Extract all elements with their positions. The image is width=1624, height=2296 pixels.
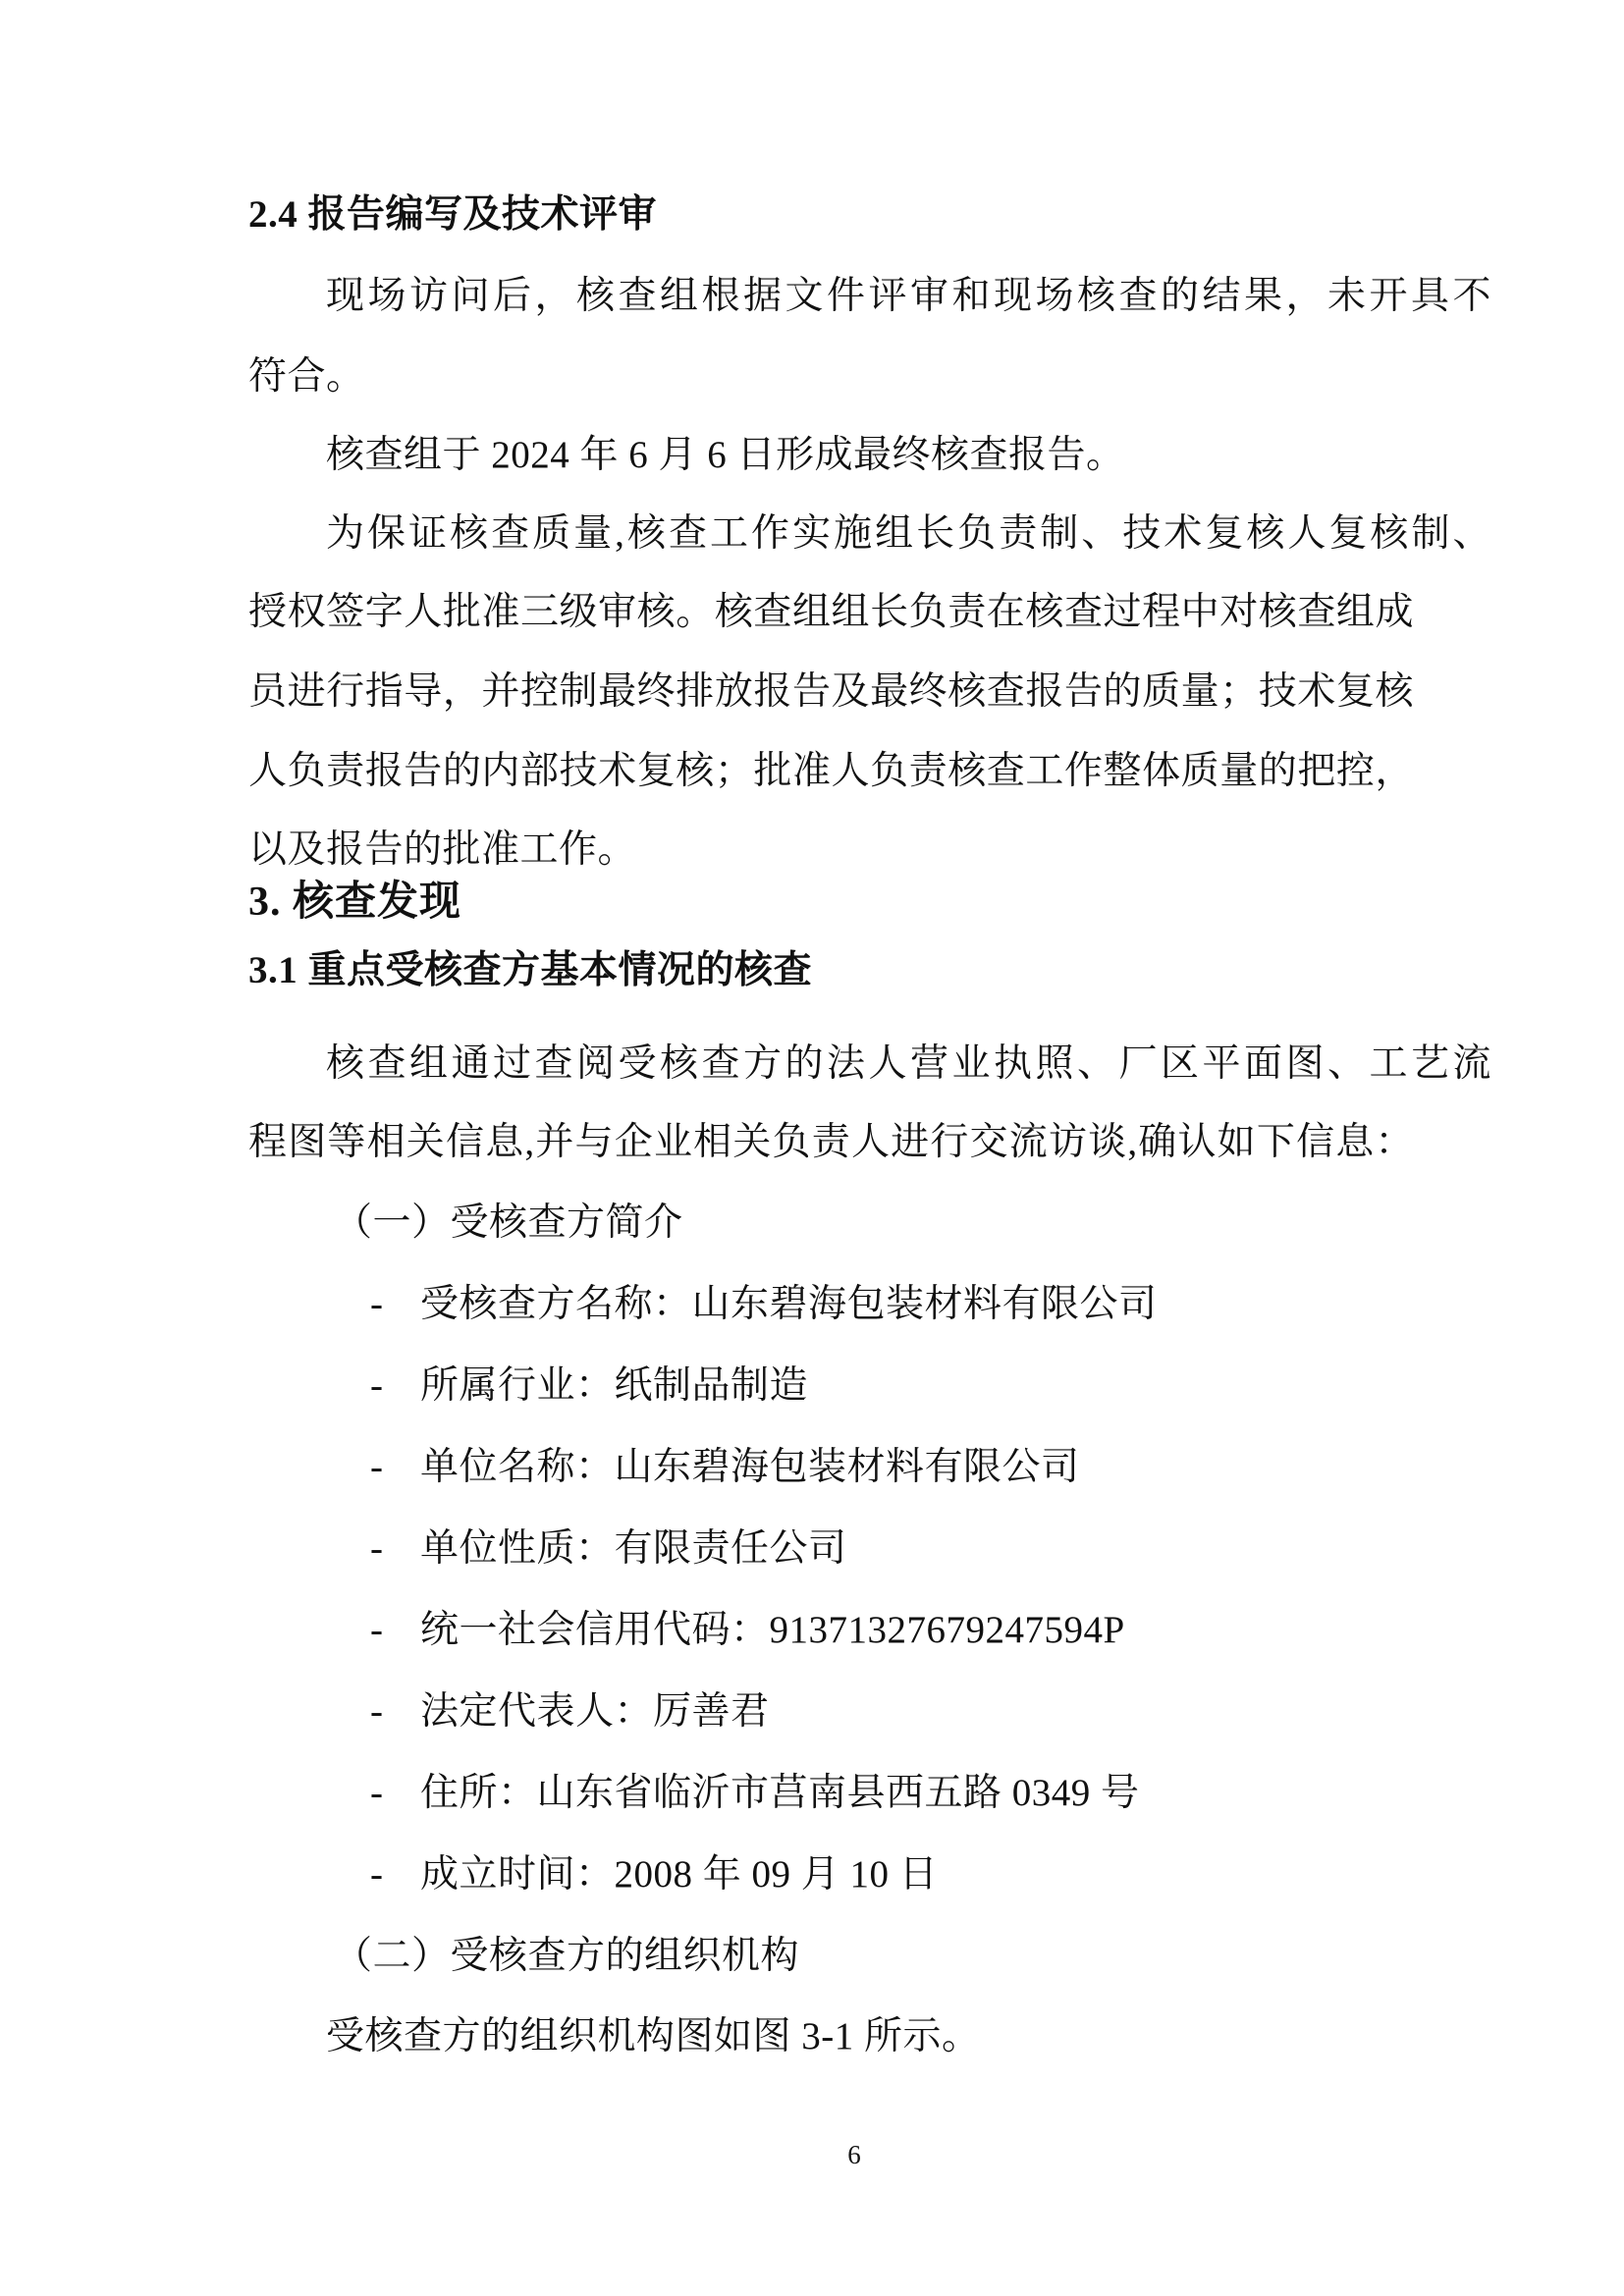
paragraph-line: 符合。	[248, 355, 365, 398]
list-dash-marker: -	[370, 1364, 384, 1407]
subsection-heading: 2.4 报告编写及技术评审	[248, 193, 658, 236]
paragraph-line: 核查组于 2024 年 6 月 6 日形成最终核查报告。	[326, 434, 1125, 476]
list-item-text: 统一社会信用代码：91371327679247594P	[420, 1609, 1125, 1651]
list-item	[248, 1444, 1536, 1491]
paragraph-line: 员进行指导，并控制最终排放报告及最终核查报告的质量；技术复核	[248, 670, 1414, 713]
paragraph-line: 以及报告的批准工作。	[248, 828, 637, 871]
list-item	[248, 1607, 1536, 1654]
list-item	[248, 1525, 1536, 1573]
list-item	[248, 1362, 1536, 1410]
paragraph-line: 为保证核查质量,核查工作实施组长负责制、技术复核人复核制、	[326, 512, 1491, 555]
paragraph-line: 授权签字人批准三级审核。核查组组长负责在核查过程中对核查组成	[248, 591, 1414, 633]
paragraph-line: 受核查方的组织机构图如图 3-1 所示。	[326, 2015, 981, 2057]
list-item	[248, 1851, 1536, 1898]
list-item-text: 住所：山东省临沂市莒南县西五路 0349 号	[420, 1772, 1140, 1814]
list-item-text: 受核查方名称：山东碧海包装材料有限公司	[420, 1283, 1158, 1325]
list-dash-marker: -	[370, 1853, 384, 1896]
list-item	[248, 1281, 1536, 1328]
list-dash-marker: -	[370, 1446, 384, 1488]
page-number: 6	[847, 2140, 861, 2169]
list-group-heading: （二）受核查方的组织机构	[334, 1935, 800, 1977]
list-dash-marker: -	[370, 1690, 384, 1733]
list-item-text: 成立时间：2008 年 09 月 10 日	[420, 1853, 939, 1896]
paragraph-line: 程图等相关信息,并与企业相关负责人进行交流访谈,确认如下信息：	[248, 1121, 1414, 1163]
paragraph-line: 人负责报告的内部技术复核；批准人负责核查工作整体质量的把控，	[248, 750, 1414, 792]
subsection-heading: 3.1 重点受核查方基本情况的核查	[248, 949, 813, 991]
list-item-text: 单位名称：山东碧海包装材料有限公司	[420, 1446, 1080, 1488]
list-dash-marker: -	[370, 1527, 384, 1570]
list-dash-marker: -	[370, 1772, 384, 1814]
paragraph-line: 现场访问后，核查组根据文件评审和现场核查的结果，未开具不	[326, 275, 1491, 317]
list-group-heading: （一）受核查方简介	[334, 1201, 683, 1244]
list-item-text: 所属行业：纸制品制造	[420, 1364, 809, 1407]
list-dash-marker: -	[370, 1609, 384, 1651]
section-heading: 3. 核查发现	[248, 880, 462, 925]
list-item-text: 法定代表人：厉善君	[420, 1690, 770, 1733]
list-dash-marker: -	[370, 1283, 384, 1325]
list-item	[248, 1770, 1536, 1817]
list-item	[248, 1688, 1536, 1735]
list-item-text: 单位性质：有限责任公司	[420, 1527, 847, 1570]
paragraph-line: 核查组通过查阅受核查方的法人营业执照、厂区平面图、工艺流	[326, 1042, 1491, 1085]
